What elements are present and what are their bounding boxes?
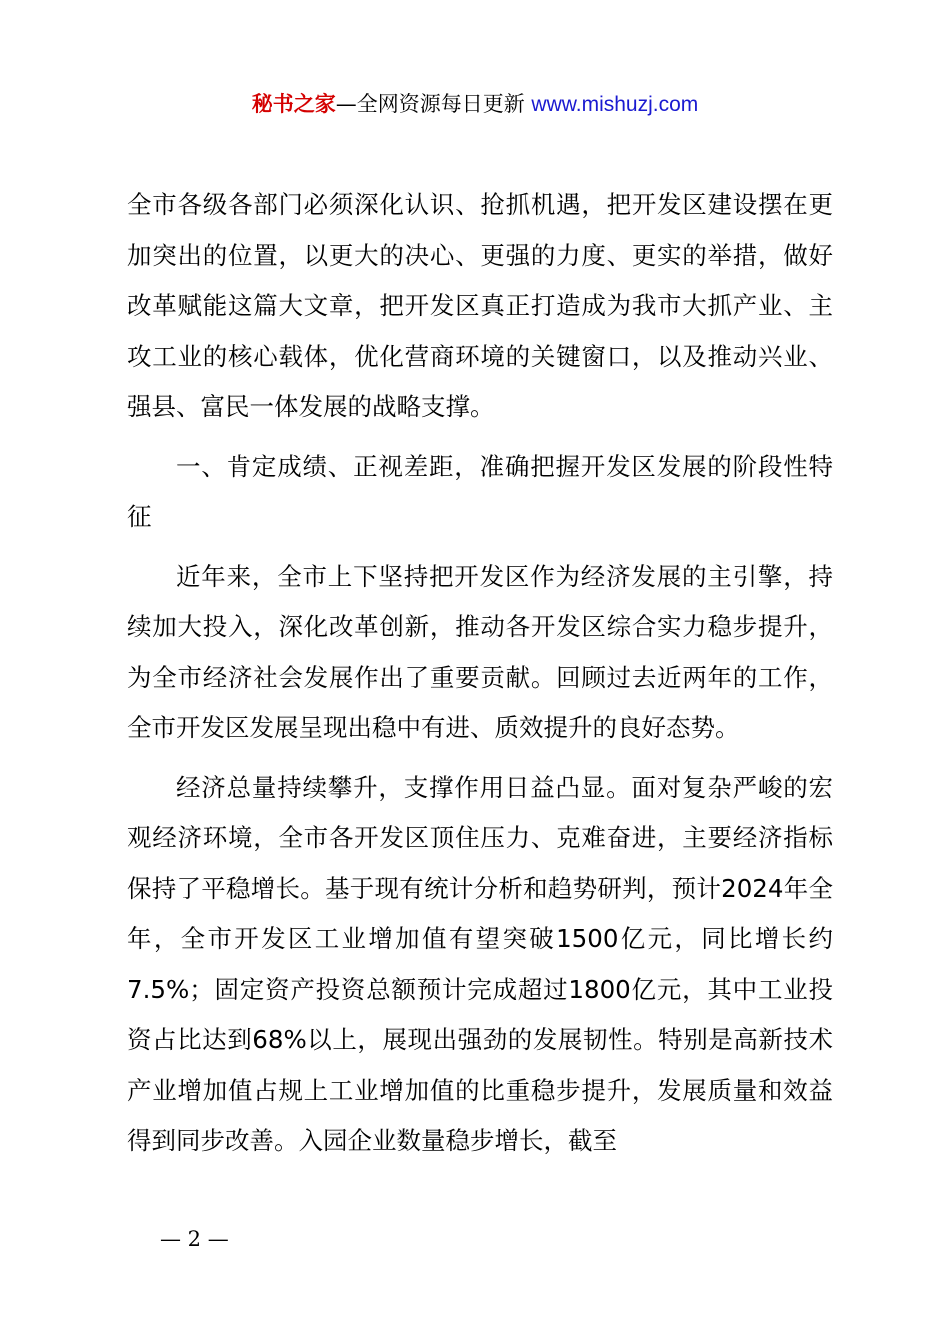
section-heading: 一、肯定成绩、正视差距，准确把握开发区发展的阶段性特征 xyxy=(127,451,833,531)
paragraph-economy: 经济总量持续攀升，支撑作用日益凸显。面对复杂严峻的宏观经济环境，全市各开发区顶住压力、克难奋进，主要经济指标保持了平稳增长。基于现有统计分析和趋势研判，预计2024年全年，全市开发区工业增加值有望突破1500亿元，同比增长约7.5%；固定资产投资总额预计完成超过1800亿元，其中工业投资占比达到68%以上，展现出强劲的发展韧性。特别是高新技术产业增加值占规上工业增加值的比重稳步提升，发展质量和效益得到同步改善。入园企业数量稳步增长，截至 xyxy=(127,772,833,1155)
site-url-link[interactable]: www.mishuzj.com xyxy=(531,93,699,116)
paragraph-continued: 全市各级各部门必须深化认识、抢抓机遇，把开发区建设摆在更加突出的位置，以更大的决心、更强的力度、更实的举措，做好改革赋能这篇大文章，把开发区真正打造成为我市大抓产业、主攻工业的核心载体，优化营商环境的关键窗口，以及推动兴业、强县、富民一体发展的战略支撑。 xyxy=(127,190,833,421)
site-tagline: —全网资源每日更新 xyxy=(335,92,525,116)
page-number: — 2 — xyxy=(160,1227,229,1251)
document-body xyxy=(127,180,833,1167)
paragraph-overview: 近年来，全市上下坚持把开发区作为经济发展的主引擎，持续加大投入，深化改革创新，推动各开发区综合实力稳步提升，为全市经济社会发展作出了重要贡献。回顾过去近两年的工作，全市开发区发展呈现出稳中有进、质效提升的良好态势。 xyxy=(127,561,833,742)
site-brand: 秘书之家 xyxy=(251,92,336,116)
site-header xyxy=(0,88,950,121)
